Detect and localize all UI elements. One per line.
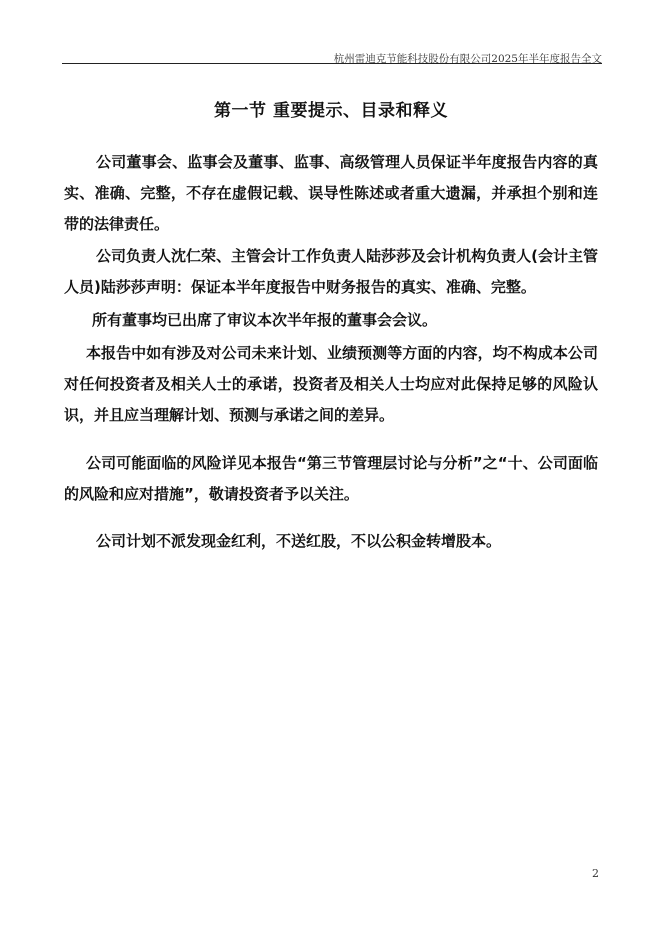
section-title: 第一节 重要提示、目录和释义 [214,101,448,121]
notice-paragraph-board-guarantee: 公司董事会、监事会及董事、监事、高级管理人员保证半年度报告内容的真实、准确、完整，不存在虚假记载、误导性陈述或者重大遗漏，并承担个别和连带的法律责任。 [64,153,598,233]
notice-paragraph-risks: 公司可能面临的风险详见本报告“第三节管理层讨论与分析”之“十、公司面临的风险和应对措施”，敬请投资者予以关注。 [64,454,598,503]
header-rule [62,63,602,64]
running-header: 杭州雷迪克节能科技股份有限公司2025年半年度报告全文 [333,53,602,65]
notice-paragraph-forward-looking: 本报告中如有涉及对公司未来计划、业绩预测等方面的内容，均不构成本公司对任何投资者及相关人士的承诺，投资者及相关人士均应对此保持足够的风险认识，并且应当理解计划、预测与承诺之间的差异。 [64,344,598,424]
notice-paragraph-responsible-persons: 公司负责人沈仁荣、主管会计工作负责人陆莎莎及会计机构负责人(会计主管人员)陆莎莎声明：保证本半年度报告中财务报告的真实、准确、完整。 [64,247,598,296]
notice-paragraph-directors-attendance: 所有董事均已出席了审议本次半年报的董事会会议。 [92,311,438,329]
notice-paragraph-dividend-plan: 公司计划不派发现金红利，不送红股，不以公积金转增股本。 [96,532,502,550]
page-number: 2 [592,867,599,880]
